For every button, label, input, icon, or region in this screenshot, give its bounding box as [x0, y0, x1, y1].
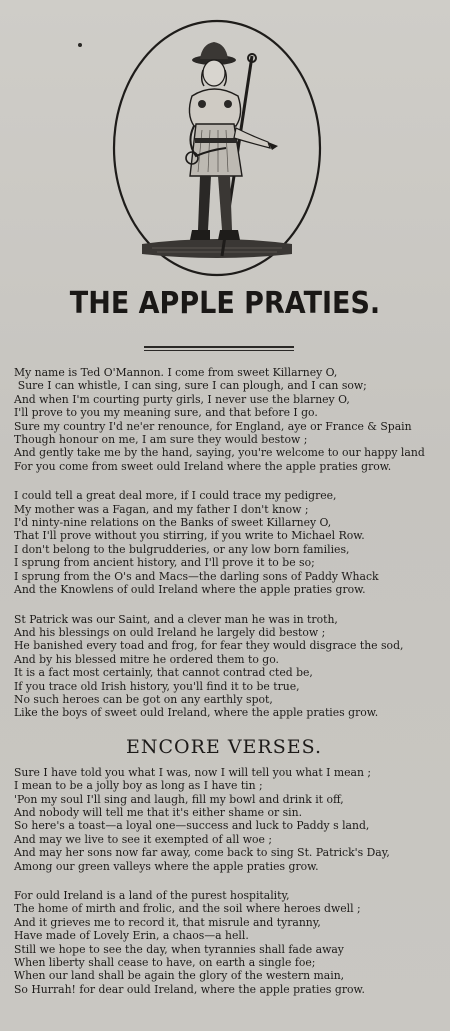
- man-with-staff-woodcut-icon: [112, 18, 322, 278]
- verse-line: My name is Ted O'Mannon. I come from sweet Killarney O,: [14, 365, 338, 379]
- ink-speck: [78, 43, 82, 47]
- verses-block: [14, 366, 444, 1012]
- verse-line: I could tell a great deal more, if I could trace my pedigree,: [14, 488, 337, 503]
- verse-line: My mother was a Fagan, and my father I don't know ;: [14, 501, 309, 516]
- title-rule-thin: [144, 350, 294, 351]
- verse-line: It is a fact most certainly, that cannot contrad cted be,: [14, 665, 313, 680]
- verse-line: For ould Ireland is a land of the purest hospitality,: [14, 888, 290, 902]
- verse-line: And the Knowlens of ould Ireland where the apple praties grow.: [14, 582, 366, 597]
- verse-line: So Hurrah! for dear ould Ireland, where the apple praties grow.: [14, 981, 365, 996]
- verse-line: I mean to be a jolly boy as long as I have tin ;: [14, 778, 263, 793]
- verse-line: St Patrick was our Saint, and a clever man he was in troth,: [14, 611, 338, 626]
- verse-line: And it grieves me to record it, that misrule and tyranny,: [14, 914, 321, 929]
- verse-line: I don't belong to the bulgrudderies, or any low born families,: [14, 541, 350, 556]
- verse-line: Among our green valleys where the apple praties grow.: [14, 858, 319, 873]
- verse-line: And gently take me by the hand, saying, you're welcome to our happy land: [14, 445, 425, 460]
- stanza: [14, 613, 444, 720]
- encore-stanza: [14, 889, 444, 996]
- encore-stanza: [14, 766, 444, 873]
- verse-line: Though honour on me, I am sure they would bestow ;: [14, 432, 308, 447]
- verse-line: That I'll prove without you stirring, if you write to Michael Row.: [14, 528, 365, 543]
- broadside-title: THE APPLE PRATIES.: [69, 286, 381, 321]
- verse-line: Have made of Lovely Erin, a chaos—a hell.: [14, 928, 249, 943]
- verse-line: I sprung from the O's and Macs—the darling sons of Paddy Whack: [14, 568, 379, 583]
- stanza: [14, 366, 444, 473]
- verse-line: Still we hope to see the day, when tyrannies shall fade away: [14, 941, 344, 956]
- verse-line: The home of mirth and frolic, and the soil where heroes dwell ;: [14, 901, 361, 916]
- verse-line: And may her sons now far away, come back to sing St. Patrick's Day,: [14, 845, 390, 860]
- verse-line: Sure my country I'd ne'er renounce, for England, aye or France & Spain: [14, 418, 412, 433]
- title-rule: [144, 346, 294, 348]
- verse-line: And his blessings on ould Ireland he largely did bestow ;: [14, 624, 326, 639]
- verse-line: Like the boys of sweet ould Ireland, where the apple praties grow.: [14, 705, 379, 720]
- verse-line: For you come from sweet ould Ireland where the apple praties grow.: [14, 458, 392, 473]
- verse-line: He banished every toad and frog, for fear they would disgrace the sod,: [14, 638, 404, 653]
- verse-line: I'd ninty-nine relations on the Banks of sweet Killarney O,: [14, 515, 332, 530]
- verse-line: I'll prove to you my meaning sure, and that before I go.: [14, 405, 318, 420]
- verse-line: And nobody will tell me that it's either shame or sin.: [14, 804, 303, 819]
- verse-line: No such heroes can be got on any earthly spot,: [14, 691, 273, 706]
- verse-line: And may we live to see it exempted of all woe ;: [14, 831, 273, 846]
- verse-line: And by his blessed mitre he ordered them to go.: [14, 651, 280, 666]
- verse-line: Sure I can whistle, I can sing, sure I can plough, and I can sow;: [17, 378, 367, 393]
- verse-line: When liberty shall cease to have, on earth a single foe;: [14, 955, 316, 970]
- verse-line: I sprung from ancient history, and I'll prove it to be so;: [14, 555, 315, 570]
- stanza: [14, 489, 444, 596]
- verse-line: If you trace old Irish history, you'll find it to be true,: [14, 678, 300, 693]
- verse-line: Sure I have told you what I was, now I will tell you what I mean ;: [14, 764, 372, 779]
- encore-heading: ENCORE VERSES.: [126, 735, 322, 758]
- verse-line: 'Pon my soul I'll sing and laugh, fill my bowl and drink it off,: [14, 791, 344, 806]
- verse-line: And when I'm courting purty girls, I never use the blarney O,: [14, 391, 350, 406]
- verse-line: When our land shall be again the glory of the western main,: [14, 968, 345, 983]
- verse-line: So here's a toast—a loyal one—success and luck to Paddy s land,: [14, 818, 370, 833]
